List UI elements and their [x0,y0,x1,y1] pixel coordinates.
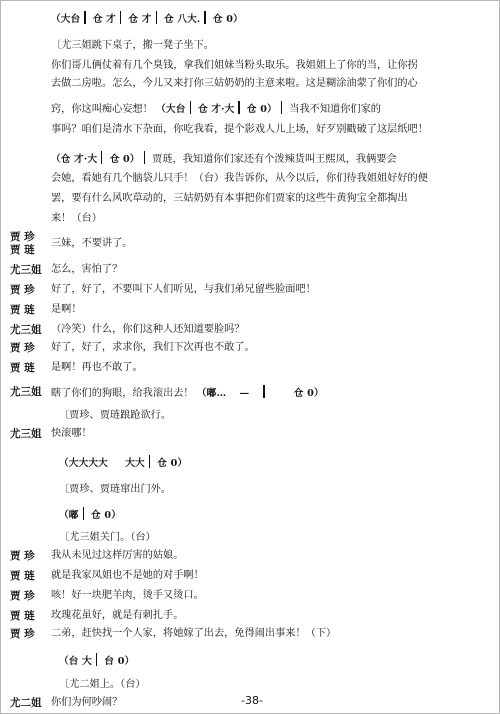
speaker-name: 贾 珍 [10,284,35,296]
speech-line: 你们哥儿俩仗着有几个臭钱，拿我们姐妹当粉头取乐。我姐姐上了你的当，让你拐 [51,60,418,71]
speaker-name: 尤三姐 [10,428,42,440]
percussion-notation: （嘟… [196,388,227,399]
dialogue-text: 咳！好一块肥羊肉，烫手又烫口。 [51,590,204,601]
dialogue-text: 快滚哪！ [51,428,92,439]
script-page: （大台 仓 才 仓 才 仓 八大. 仓 0） 〔尤三姐跳下桌子，搬一凳子坐下。 你们哥儿俩仗着有几个臭钱，拿我们姐妹当粉头取乐。我姐姐上了你的当，让你拐 去做二房啦。怎么，今儿又来打你三姑奶奶的主意来啦。这是糊涂油蒙了你们的心 窍，你这叫痴心妄想！ （大台 仓 才·大 仓 0） 当我不知道你们家的 事吗？咱们是清水下杂面，你吃我看，提个影戏人儿上场，好歹别戳破了这层纸吧！ （仓 才·大 仓 0） 贾琏，我知道你们家还有个泼辣货叫王熙凤，我俩要会 会她，看她有几个脑袋儿只手！（台）我告诉你，从今以后，你们待我姐姐好好的便 罢，要有什么风吹草动的，三姑奶奶有本事把你们贾家的这些牛黄狗宝全都掏出 来！（台） 贾 珍 贾 琏 三妹，不要讲了。 尤三姐 怎么，害怕了？ 贾 珍 好了，好了，不要叫下人们听见，与我们弟兄留些脸面吧！ 贾 琏 是啊！ 尤三姐 （冷笑）什么，你们这种人还知道要脸吗？ 贾 珍 好了，好了，求求你，我们下次再也不敢了。 贾 琏 是啊！再也不敢了。 尤三姐 瞎了你们的狗眼，给我滚出去！ （嘟… — 仓 0） 〔贾珍、贾琏踉跄欲行。 尤三姐 快滚哪！ （大大大大 大大 仓 0） 〔贾珍、贾琏窜出门外。 （嘟 仓 0） 〔尤三姐关门。（台） 贾 珍 我从未见过这样厉害的姑娘。 贾 琏 就是我家凤姐也不是她的对手啊！ 贾 珍 咳！好一块肥羊肉，烫手又烫口。 贾 琏 玫瑰花虽好，就是有刺扎手。 贾 珍 二弟，赶快找一个人家，将她嫁了出去，免得闹出事来！（下） （台 大 台 0） 〔尤二姐上。（台） 尤二姐 你们为何吵闹？ -38- [0,0,500,714]
speech-line-with-percussion: 窍，你这叫痴心妄想！ （大台 仓 才·大 仓 0） 当我不知道你们家的 [51,101,381,117]
speaker-name: 贾 琏 [10,570,35,582]
speaker-name: 贾 琏 [10,304,35,316]
speech-line: 去做二房啦。怎么，今儿又来打你三姑奶奶的主意来啦。这是糊涂油蒙了你们的心 [51,78,418,89]
page-number: -38- [241,694,263,707]
dialogue-text: 好了，好了，不要叫下人们听见，与我们弟兄留些脸面吧！ [51,284,316,295]
dialogue-text: 就是我家凤姐也不是她的对手啊！ [51,570,204,581]
speaker-name: 尤三姐 [10,386,42,398]
dialogue-text: 玫瑰花虽好，就是有刺扎手。 [51,610,184,621]
speaker-name: 贾 珍 [10,550,35,562]
speech-line-with-percussion: （仓 才·大 仓 0） 贾琏，我知道你们家还有个泼辣货叫王熙凤，我俩要会 [51,151,397,167]
speaker-name: 尤二姐 [10,697,42,709]
stage-direction: 〔尤二姐上。（台） [59,679,146,690]
dialogue-text: 是啊！ [51,304,82,315]
dialogue-text: 二弟，赶快找一个人家，将她嫁了出去，免得闹出事来！（下） [51,628,337,639]
stage-direction: 〔尤三姐关门。（台） [59,532,156,543]
dialogue-text: 瞎了你们的狗眼，给我滚出去！ [51,388,194,399]
speaker-name: 贾 珍 [10,590,35,602]
dialogue-text: 我从未见过这样厉害的姑娘。 [51,550,184,561]
percussion-notation: （大大大大 大大 仓 0） [59,455,187,471]
dialogue-text: 怎么，害怕了？ [51,264,123,275]
speaker-name: 贾 珍 [10,628,35,640]
dialogue-text: （冷笑）什么，你们这种人还知道要脸吗？ [51,324,245,335]
dialogue-text: 三妹，不要讲了。 [51,238,133,249]
stage-direction: 〔贾珍、贾琏踉跄欲行。 [59,410,172,421]
dialogue-text: 是啊！再也不敢了。 [51,362,143,373]
dialogue-line [1,231,500,259]
dialogue-text: 你们为何吵闹？ [51,697,123,708]
speaker-name: 贾 琏 [10,362,35,374]
speaker-name: 贾 珍 [10,231,35,243]
speech-line: 罢，要有什么风吹草动的，三姑奶奶有本事把你们贾家的这些牛黄狗宝全都掏出 [51,193,408,204]
speech-line: 来！（台） [51,213,102,224]
speaker-name: 贾 琏 [10,610,35,622]
percussion-notation: （台 大 台 0） [59,653,134,669]
speech-line: 会她，看她有几个脑袋儿只手！（台）我告诉你，从今以后，你们待我姐姐好好的便 [51,173,428,184]
dialogue-text: 好了，好了，求求你，我们下次再也不敢了。 [51,342,255,353]
percussion-notation: （大台 仓 才 仓 才 仓 八大. 仓 0） [51,11,243,27]
speech-line: 事吗？咱们是清水下杂面，你吃我看，提个影戏人儿上场，好歹别戳破了这层纸吧！ [51,124,428,135]
speaker-name: 尤三姐 [10,324,42,336]
speaker-name: 贾 琏 [10,244,35,256]
percussion-notation: （嘟 仓 0） [59,507,121,523]
stage-direction: 〔尤三姐跳下桌子，搬一凳子坐下。 [51,40,214,51]
speaker-name: 尤三姐 [10,264,42,276]
stage-direction: 〔贾珍、贾琏窜出门外。 [59,484,172,495]
speaker-name: 贾 珍 [10,342,35,354]
